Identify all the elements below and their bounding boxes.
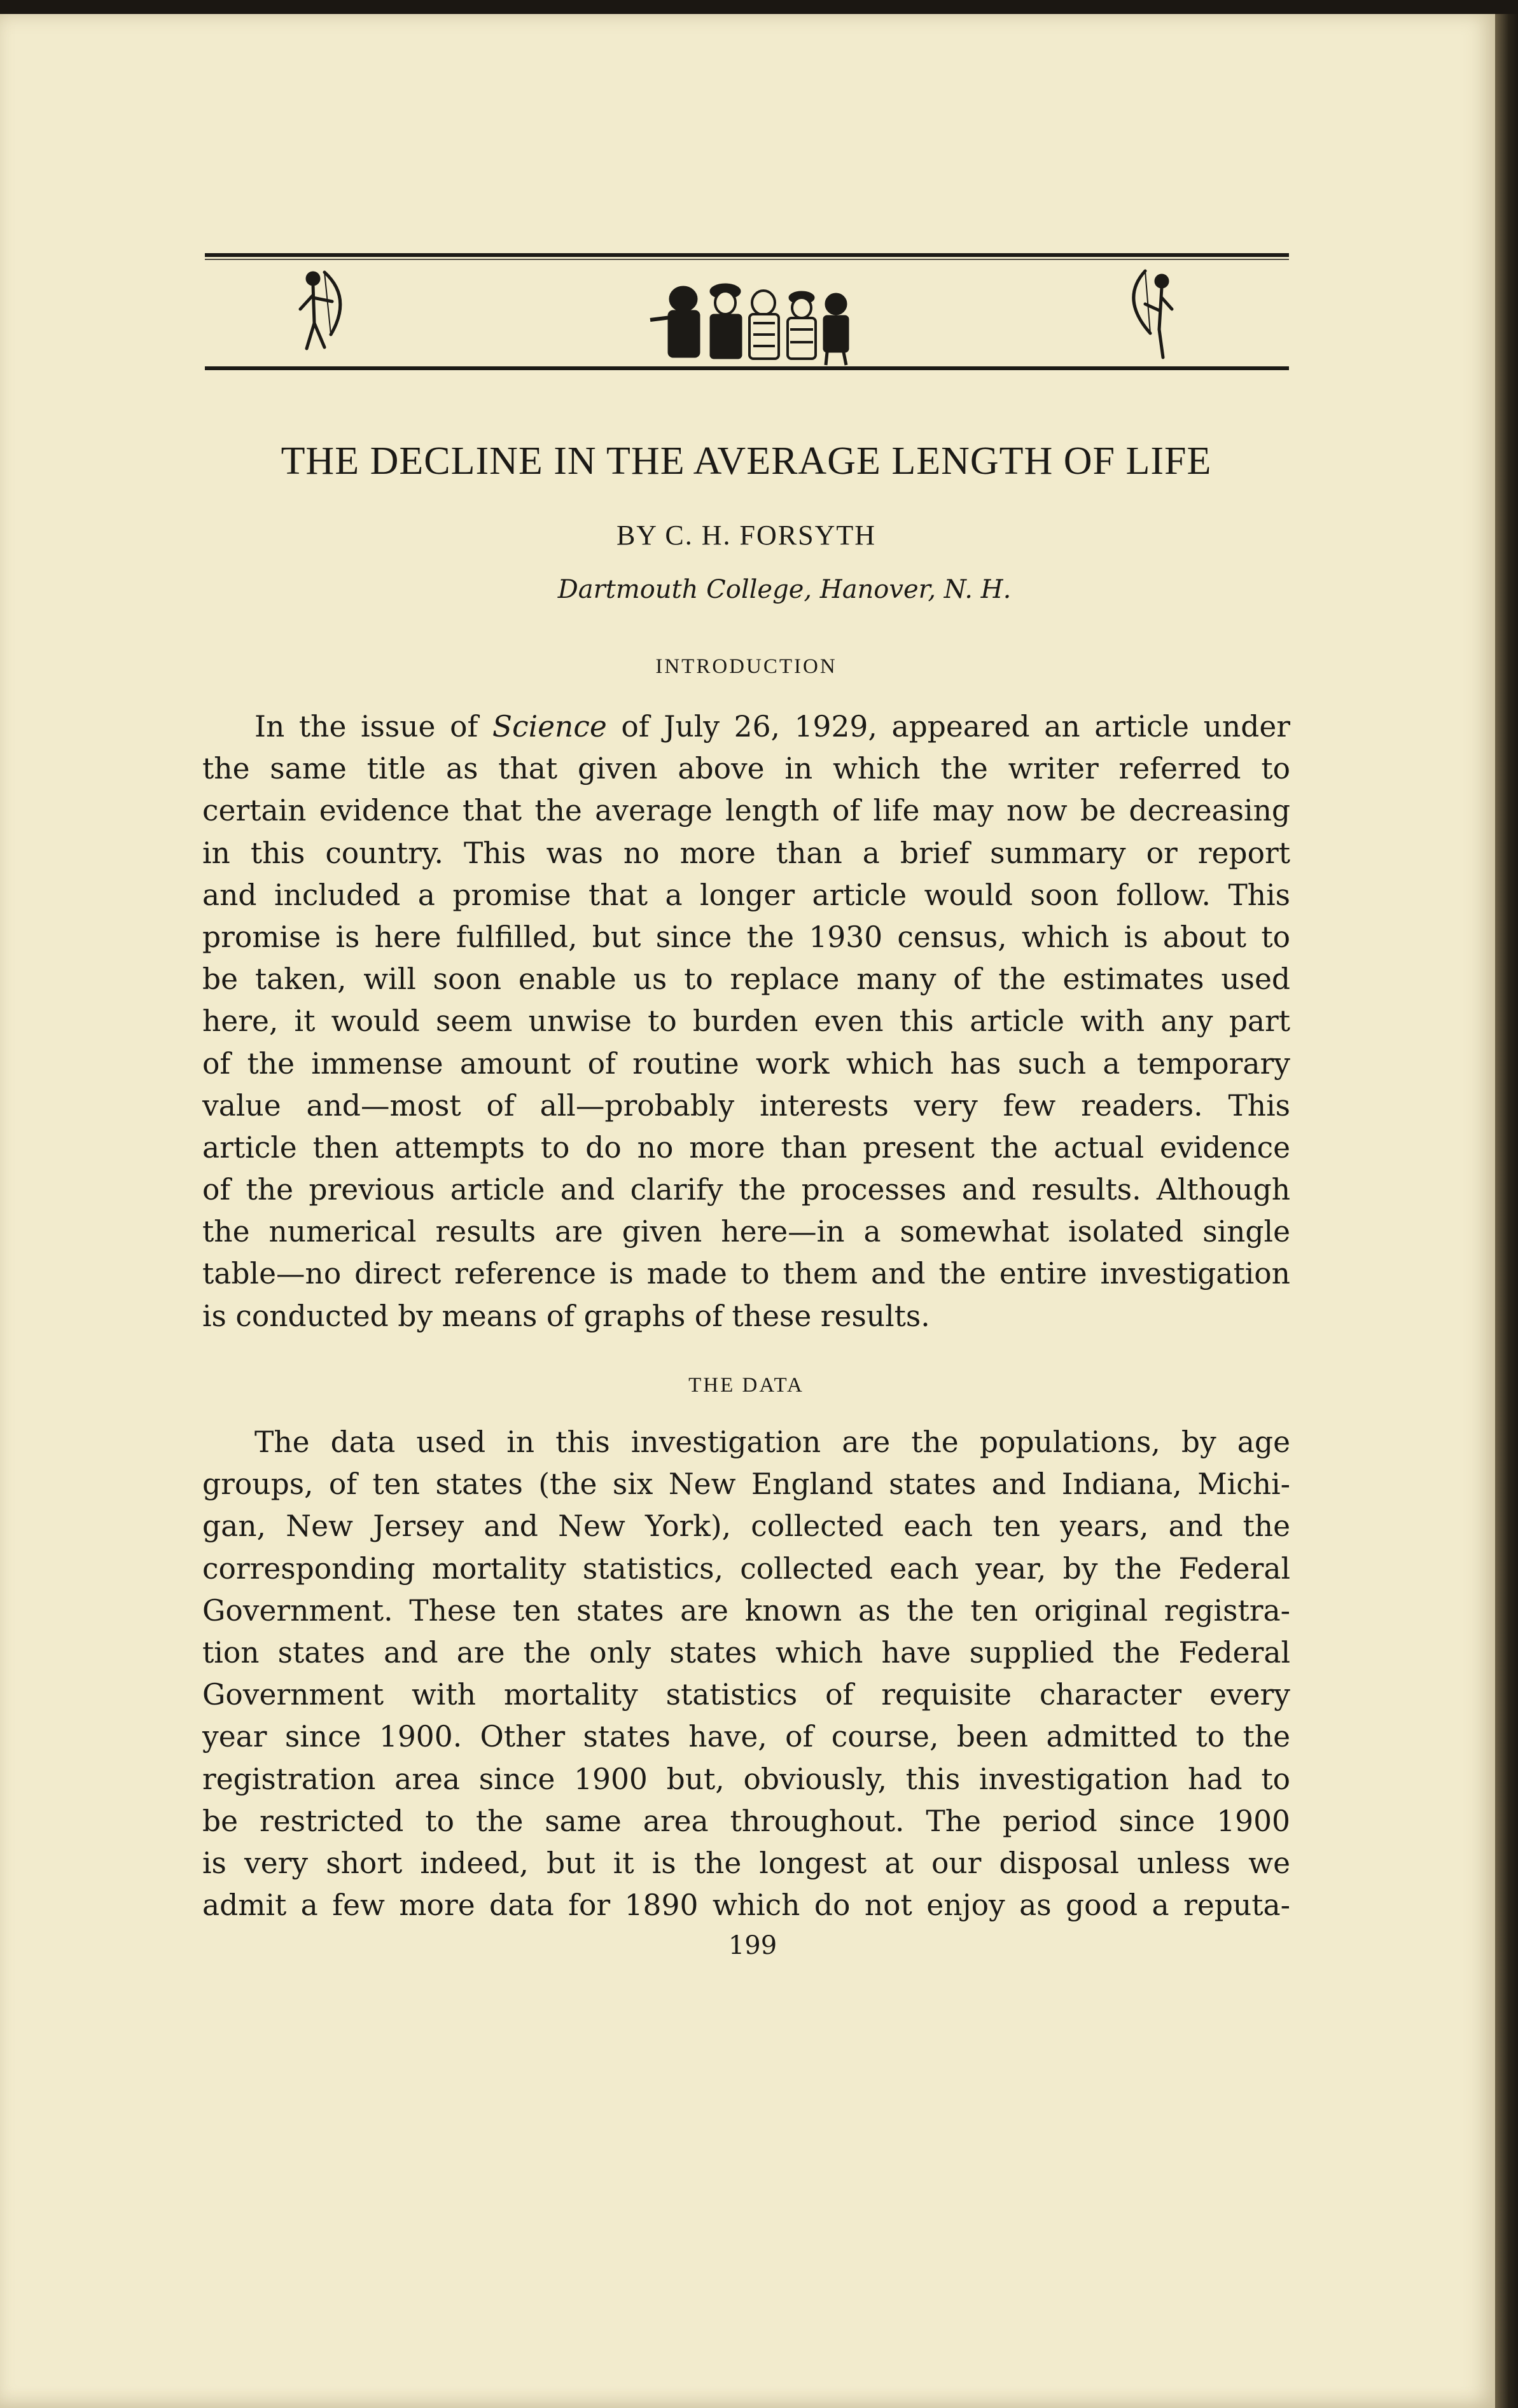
paragraph-line: here, it would seem unwise to burden even this article with any part: [202, 1004, 1290, 1039]
section-heading-introduction: INTRODUCTION: [655, 655, 837, 678]
paragraph-line: admit a few more data for 1890 which do not enjoy as good a reputa-: [202, 1888, 1290, 1923]
page-edge-shadow: [1495, 14, 1518, 2408]
paragraph-line: is conducted by means of graphs of these results.: [202, 1299, 930, 1333]
data-paragraph: [202, 1422, 1290, 1927]
paragraph-line: Government with mortality statistics of requisite character every: [202, 1678, 1290, 1712]
paragraph-line: the numerical results are given here—in a somewhat isolated single: [202, 1215, 1290, 1249]
paragraph-line: be taken, will soon enable us to replace many of the estimates used: [202, 962, 1290, 997]
paragraph-line: promise is here fulfilled, but since the 1930 census, which is about to: [202, 920, 1290, 954]
right-archer-icon: [1134, 271, 1172, 357]
paragraph-line: and included a promise that a longer article would soon follow. This: [202, 878, 1290, 912]
headpiece-ornament: [205, 253, 1289, 373]
section-heading-the-data: THE DATA: [688, 1374, 804, 1397]
paragraph-line: The data used in this investigation are the populations, by age: [254, 1425, 1290, 1459]
paragraph-line: corresponding mortality statistics, collected each year, by the Federal: [202, 1551, 1290, 1586]
journal-name: Science: [492, 710, 607, 744]
paragraph-line: In the issue of Science of July 26, 1929, appeared an article under: [254, 710, 1290, 744]
figures-group-illustration: [650, 284, 849, 365]
paragraph-line: table—no direct reference is made to them and the entire investigation: [202, 1257, 1290, 1291]
paragraph-line: gan, New Jersey and New York), collected each ten years, and the: [202, 1509, 1290, 1544]
author-byline: BY C. H. FORSYTH: [616, 520, 877, 551]
top-rule-thin: [205, 259, 1289, 260]
paragraph-line: certain evidence that the average length of life may now be decreasing: [202, 794, 1290, 828]
paragraph-line: be restricted to the same area throughout. The period since 1900: [202, 1804, 1290, 1838]
paragraph-line: is very short indeed, but it is the longest at our disposal unless we: [202, 1846, 1290, 1880]
page-number: 199: [728, 1931, 777, 1960]
article-title: THE DECLINE IN THE AVERAGE LENGTH OF LIFE: [281, 439, 1212, 483]
paragraph-line: value and—most of all—probably interests very few readers. This: [202, 1088, 1290, 1123]
left-archer-icon: [300, 272, 340, 349]
paragraph-line: year since 1900. Other states have, of course, been admitted to the: [202, 1720, 1290, 1754]
paragraph-line: of the immense amount of routine work which has such a temporary: [202, 1046, 1290, 1081]
paragraph-line: article then attempts to do no more than present the actual evidence: [202, 1130, 1290, 1165]
paragraph-line: groups, of ten states (the six New England states and Indiana, Michi-: [202, 1467, 1290, 1502]
paragraph-line: Government. These ten states are known as the ten original registra-: [202, 1593, 1290, 1628]
paragraph-line: in this country. This was no more than a brief summary or report: [202, 836, 1290, 870]
paragraph-line: registration area since 1900 but, obviously, this investigation had to: [202, 1762, 1290, 1796]
bottom-rule: [205, 366, 1289, 370]
author-affiliation: Dartmouth College, Hanover, N. H.: [557, 575, 1012, 604]
paragraph-line: the same title as that given above in which the writer referred to: [202, 752, 1290, 786]
top-rule: [205, 253, 1289, 257]
paragraph-line: of the previous article and clarify the processes and results. Although: [202, 1173, 1290, 1207]
introduction-paragraph: [202, 706, 1290, 1338]
paragraph-line: tion states and are the only states which have supplied the Federal: [202, 1635, 1290, 1670]
